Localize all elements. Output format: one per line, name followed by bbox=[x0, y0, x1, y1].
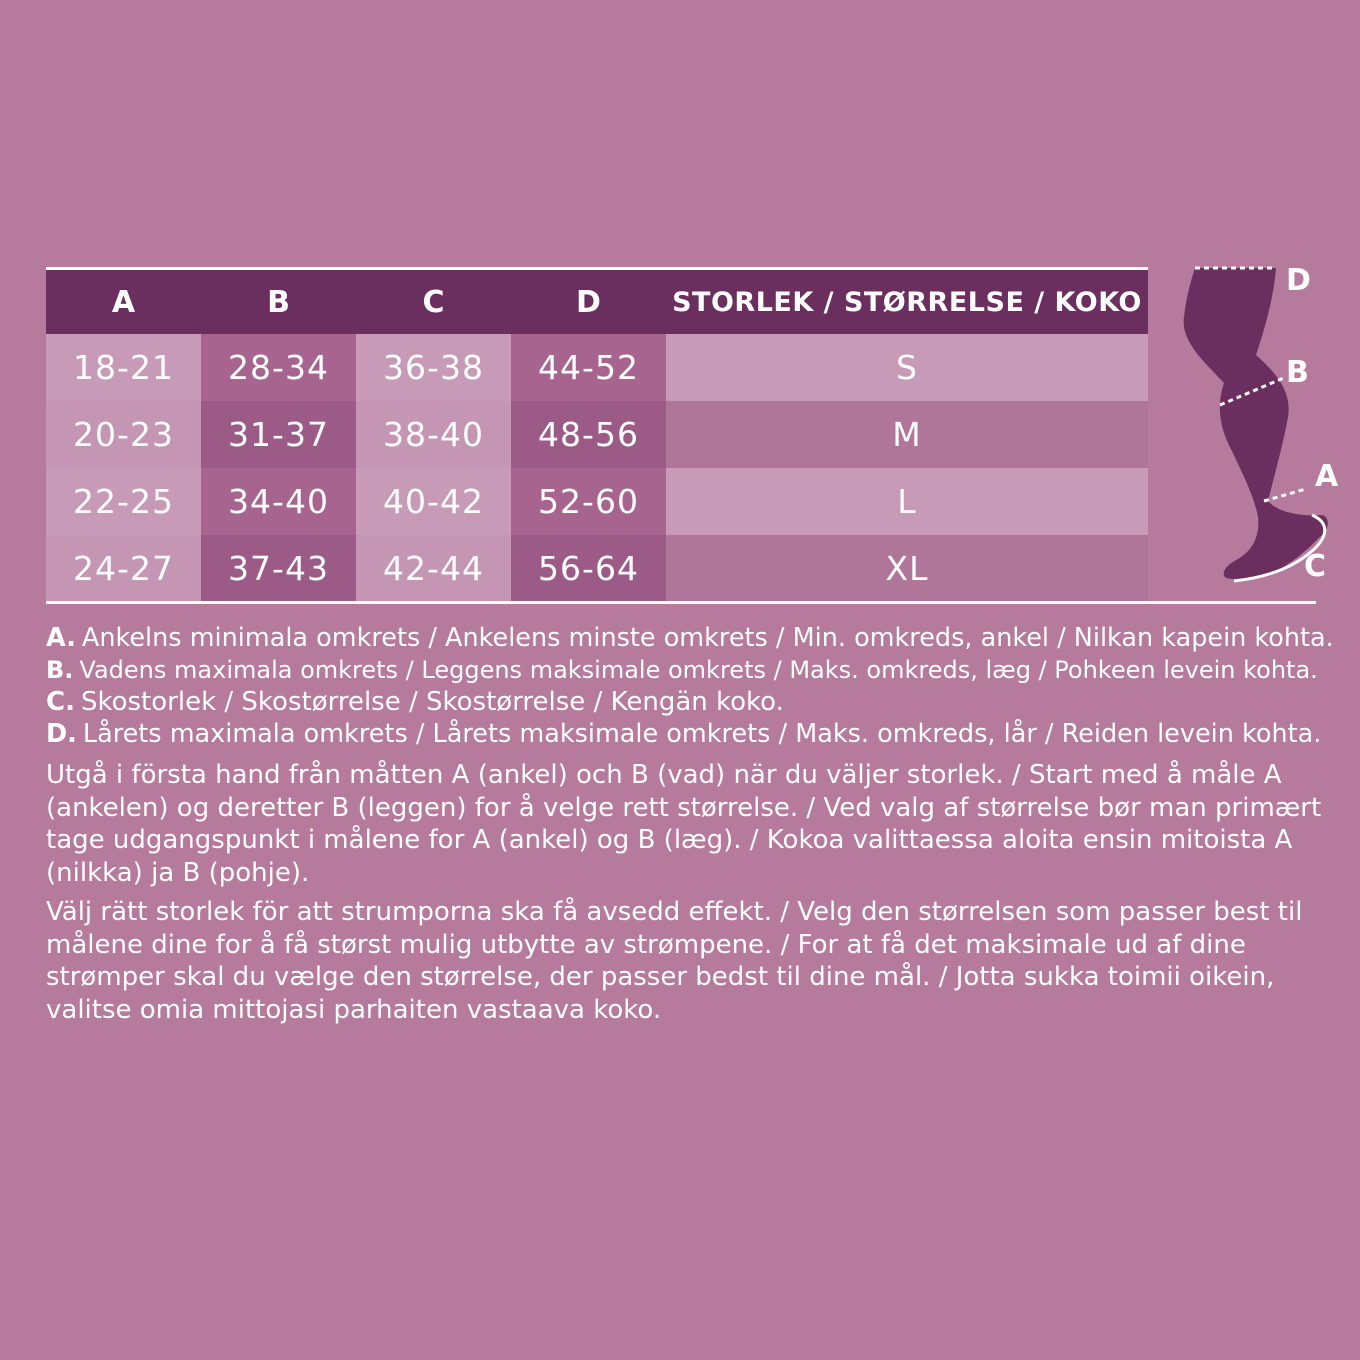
header-c: C bbox=[356, 270, 511, 334]
cell-size: S bbox=[666, 334, 1148, 401]
cell-d: 48-56 bbox=[511, 401, 666, 468]
cell-a: 22-25 bbox=[46, 468, 201, 535]
cell-c: 40-42 bbox=[356, 468, 511, 535]
cell-b: 34-40 bbox=[201, 468, 356, 535]
cell-size: L bbox=[666, 468, 1148, 535]
measurement-legend bbox=[46, 622, 1336, 750]
cell-d: 52-60 bbox=[511, 468, 666, 535]
size-table bbox=[46, 270, 1148, 602]
table-header-row bbox=[46, 270, 1148, 334]
header-d: D bbox=[511, 270, 666, 334]
legend-key: D. bbox=[46, 719, 77, 749]
legend-item-c bbox=[46, 686, 1336, 718]
stocking-shape bbox=[1184, 268, 1328, 579]
legend-text: Skostorlek / Skostørrelse / Skostørrelse / Kengän koko. bbox=[80, 687, 784, 717]
table-row bbox=[46, 535, 1148, 602]
table-row bbox=[46, 334, 1148, 401]
cell-c: 38-40 bbox=[356, 401, 511, 468]
fit-advice: Välj rätt storlek för att strumporna ska få avsedd effekt. / Velg den størrelsen som passer best til målene dine for å få størst mulig utbytte av strømpene. / For at få det maksimale ud af dine strømper skal du vælge den størrelse, der passer bedst til dine mål. / Jotta sukka toimii oikein, valitse omia mittojasi parhaiten vastaava koko. bbox=[46, 897, 1303, 1025]
cell-d: 44-52 bbox=[511, 334, 666, 401]
legend-text: Lårets maximala omkrets / Lårets maksimale omkrets / Maks. omkreds, lår / Reiden levein kohta. bbox=[82, 719, 1322, 749]
cell-a: 20-23 bbox=[46, 401, 201, 468]
header-size: STORLEK / STØRRELSE / KOKO bbox=[666, 270, 1148, 334]
cell-size: XL bbox=[666, 535, 1148, 602]
legend-key: C. bbox=[46, 687, 75, 717]
label-d: D bbox=[1286, 263, 1311, 298]
cell-c: 42-44 bbox=[356, 535, 511, 602]
legend-key: A. bbox=[46, 623, 76, 653]
cell-b: 28-34 bbox=[201, 334, 356, 401]
header-a: A bbox=[46, 270, 201, 334]
header-b: B bbox=[201, 270, 356, 334]
cell-d: 56-64 bbox=[511, 535, 666, 602]
legend-text: Vadens maximala omkrets / Leggens maksimale omkrets / Maks. omkreds, læg / Pohkeen levein kohta. bbox=[79, 656, 1318, 684]
label-c: C bbox=[1304, 549, 1327, 584]
cell-a: 24-27 bbox=[46, 535, 201, 602]
cell-b: 37-43 bbox=[201, 535, 356, 602]
legend-item-d bbox=[46, 718, 1336, 750]
legend-key: B. bbox=[46, 656, 74, 684]
table-row bbox=[46, 401, 1148, 468]
cell-c: 36-38 bbox=[356, 334, 511, 401]
cell-size: M bbox=[666, 401, 1148, 468]
cell-a: 18-21 bbox=[46, 334, 201, 401]
legend-item-b bbox=[46, 654, 1336, 686]
legend-text: Ankelns minimala omkrets / Ankelens minste omkrets / Min. omkreds, ankel / Nilkan kapein kohta. bbox=[81, 623, 1334, 653]
label-b: B bbox=[1286, 355, 1309, 390]
cell-b: 31-37 bbox=[201, 401, 356, 468]
leg-diagram bbox=[1180, 255, 1350, 595]
legend-item-a bbox=[46, 622, 1336, 654]
table-row bbox=[46, 468, 1148, 535]
compression-stocking-icon bbox=[1180, 255, 1350, 595]
label-a: A bbox=[1315, 459, 1339, 494]
sizing-instructions: Utgå i första hand från måtten A (ankel) och B (vad) när du väljer storlek. / Start med å måle A (ankelen) og deretter B (leggen) for å velge rett størrelse. / Ved valg af størrelse bør man primært tage udgangspunkt i målene for A (ankel) og B (læg). / Kokoa valittaessa aloita ensin mitoista A (nilkka) ja B (pohje). bbox=[46, 760, 1322, 888]
table-bottom-rule bbox=[46, 601, 1316, 604]
